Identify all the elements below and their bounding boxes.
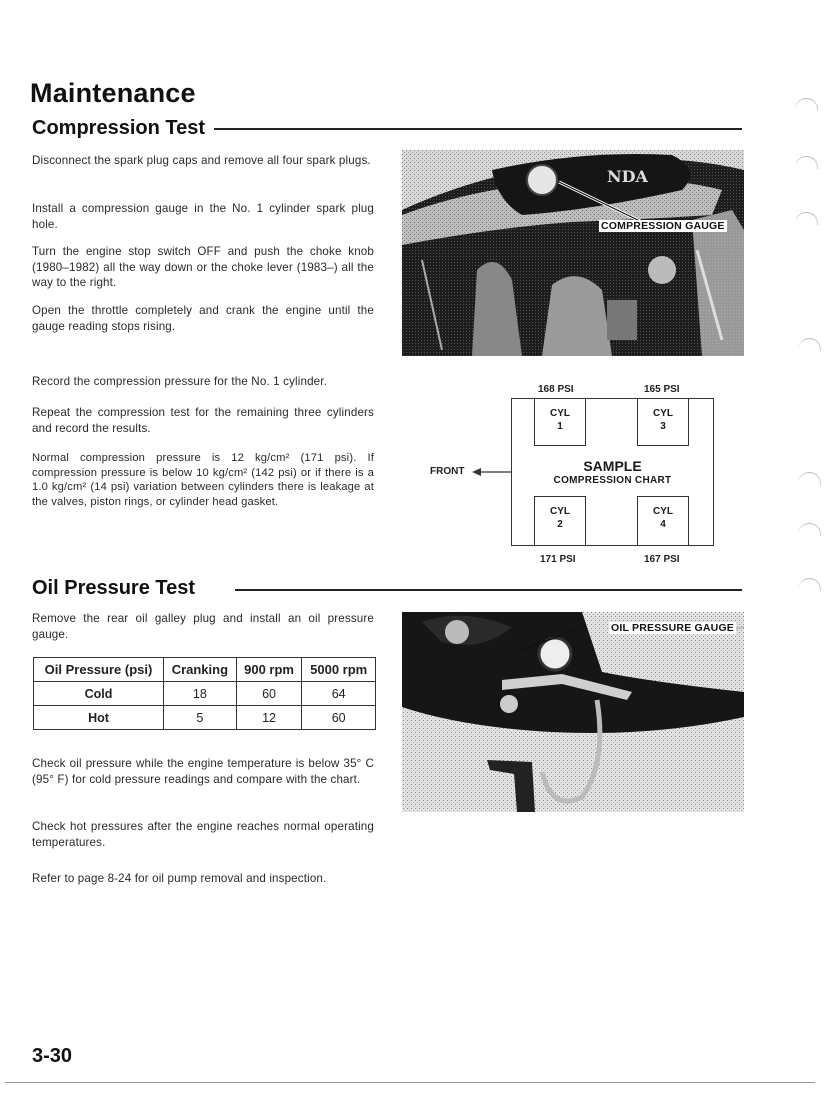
oil-gauge-photo-illustration — [402, 612, 744, 812]
cyl-4-reading: 167 PSI — [644, 554, 680, 565]
oil-pressure-gauge-callout: OIL PRESSURE GAUGE — [611, 622, 735, 634]
row-label: Hot — [34, 706, 164, 730]
cylinder-3-number: 3 — [660, 421, 666, 432]
margin-binding-mark — [798, 338, 821, 351]
compression-step-2: Install a compression gauge in the No. 1 cylinder spark plug hole. — [32, 202, 374, 231]
column-header: 5000 rpm — [302, 658, 376, 682]
section-heading-compression-test: Compression Test — [32, 117, 205, 139]
column-header: 900 rpm — [236, 658, 302, 682]
oil-step-3: Refer to page 8-24 for oil pump removal and inspection. — [32, 872, 327, 885]
engine-photo-illustration — [402, 150, 744, 356]
compression-step-3: Turn the engine stop switch OFF and push the choke knob (1980–1982) all the way down or the choke lever (1983–) all the way to the right. — [32, 245, 374, 289]
table-cell: 18 — [163, 682, 236, 706]
cylinder-1-number: 1 — [557, 421, 563, 432]
margin-binding-mark — [798, 578, 821, 591]
table-cell: 60 — [302, 706, 376, 730]
compression-gauge-photo — [402, 150, 744, 356]
row-label: Cold — [34, 682, 164, 706]
document-title: Maintenance — [30, 78, 196, 108]
margin-binding-mark — [795, 156, 818, 169]
chart-subtitle: COMPRESSION CHART — [553, 475, 672, 486]
column-header: Cranking — [163, 658, 236, 682]
oil-pressure-gauge-photo — [402, 612, 744, 812]
cylinder-1 — [534, 398, 586, 446]
compression-step-4: Open the throttle completely and crank the engine until the gauge reading stops rising. — [32, 304, 374, 333]
compression-step-5: Record the compression pressure for the No. 1 cylinder. — [32, 375, 328, 388]
cylinder-2 — [534, 496, 586, 546]
table-row — [34, 706, 376, 730]
oil-step-2: Check hot pressures after the engine reaches normal operating temperatures. — [32, 820, 374, 849]
table-header-row — [34, 658, 376, 682]
cylinder-3-label: CYL — [653, 408, 673, 419]
front-arrow-icon — [472, 466, 512, 478]
cyl-2-reading: 171 PSI — [540, 554, 576, 565]
oil-intro: Remove the rear oil galley plug and install an oil pressure gauge. — [32, 612, 374, 641]
margin-binding-mark — [795, 98, 818, 111]
section-rule — [214, 128, 742, 130]
page-number: 3-30 — [32, 1045, 73, 1067]
compression-spec-note: Normal compression pressure is 12 kg/cm² (171 psi). If compression pressure is below 10 kg/cm² (142 psi) or if there is a 1.0 kg/cm² (14 psi) variation between cylinders there is leakage at the valves, piston rings, or cylinder head gasket. — [32, 452, 374, 508]
cylinder-4-number: 4 — [660, 519, 666, 530]
cyl-1-reading: 168 PSI — [538, 384, 574, 395]
cylinder-4 — [637, 496, 689, 546]
chart-title: SAMPLE — [583, 458, 642, 474]
table-row — [34, 682, 376, 706]
table-cell: 64 — [302, 682, 376, 706]
table-cell: 12 — [236, 706, 302, 730]
cylinder-2-label: CYL — [550, 506, 570, 517]
column-header: Oil Pressure (psi) — [34, 658, 164, 682]
sample-compression-chart — [420, 378, 740, 578]
section-rule — [235, 589, 742, 591]
margin-binding-mark — [795, 212, 818, 225]
front-label: FRONT — [430, 466, 465, 477]
oil-step-1: Check oil pressure while the engine temperature is below 35° C (95° F) for cold pressure readings and compare with the chart. — [32, 757, 374, 786]
compression-gauge-callout: COMPRESSION GAUGE — [601, 220, 725, 232]
cylinder-2-number: 2 — [557, 519, 563, 530]
cylinder-3 — [637, 398, 689, 446]
footer-rule — [5, 1082, 815, 1083]
cylinder-1-label: CYL — [550, 408, 570, 419]
cyl-3-reading: 165 PSI — [644, 384, 680, 395]
cylinder-4-label: CYL — [653, 506, 673, 517]
compression-step-6: Repeat the compression test for the remaining three cylinders and record the results. — [32, 406, 374, 435]
margin-binding-mark — [798, 472, 821, 485]
compression-step-1: Disconnect the spark plug caps and remove all four spark plugs. — [32, 154, 371, 167]
table-cell: 5 — [163, 706, 236, 730]
photo-brand-text: NDA — [607, 167, 648, 186]
oil-pressure-table — [33, 657, 376, 730]
table-cell: 60 — [236, 682, 302, 706]
section-heading-oil-pressure-test: Oil Pressure Test — [32, 577, 196, 599]
margin-binding-mark — [798, 523, 821, 536]
